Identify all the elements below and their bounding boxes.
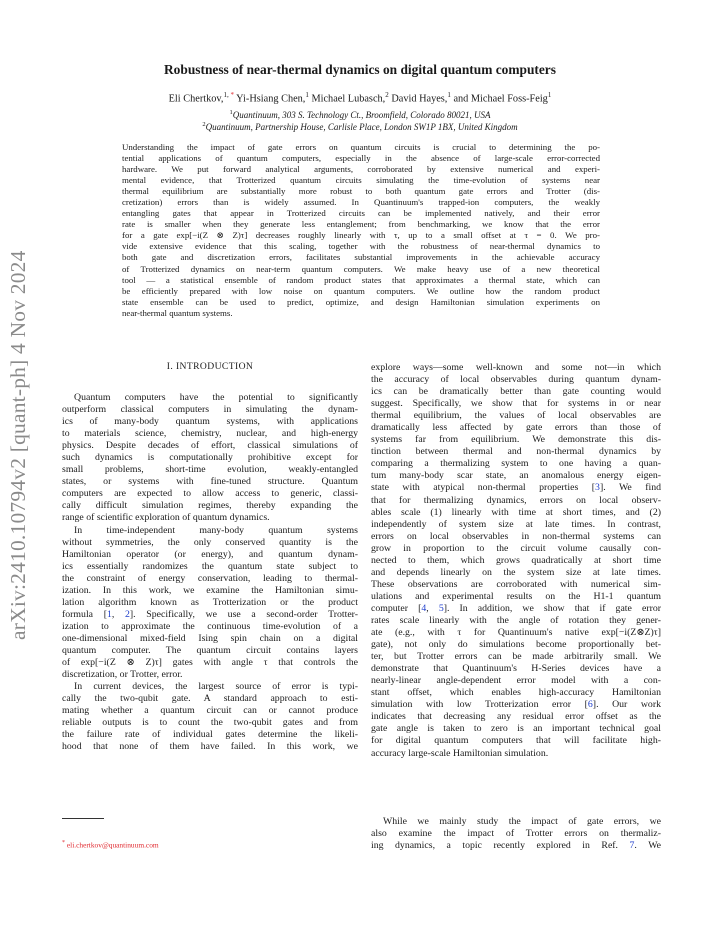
affiliation-text: Quantinuum, 303 S. Technology Ct., Broomfield, Colorado 80021, USA (232, 110, 491, 120)
section-heading-introduction: I. INTRODUCTION (166, 361, 254, 372)
corresponding-author-mark[interactable]: * (228, 91, 234, 99)
citation-link[interactable]: 5 (438, 602, 444, 614)
abstract-line: both gate and discretization errors, facilitates substantial improvements in the achievable accuracy (122, 252, 600, 263)
body-text-line: suggest. Specifically, we show that for systems in or near (371, 398, 661, 410)
author-name: Eli Chertkov, (168, 93, 224, 105)
body-text-line: ics of many-body quantum systems, with applications (62, 416, 358, 428)
body-text-line: grow in proportion to the circuit volume causally con- (371, 542, 661, 554)
body-text-line: discretization, or Trotter, error. (62, 669, 183, 681)
body-text-line: that for thermalizing dynamics, errors on local observ- (371, 494, 661, 506)
body-text-line: the constraint of energy conservation, leading to thermal- (62, 572, 358, 584)
paper-title: Robustness of near-thermal dynamics on digital quantum computers (164, 62, 556, 77)
body-text-line: ization to approximate the continuous time-evolution of a (62, 620, 358, 632)
author-name: Yi-Hsiang Chen, (236, 93, 306, 105)
footnote-email[interactable] (62, 840, 159, 849)
body-text-line: physics. Despite decades of effort, classical simulations of (62, 440, 358, 452)
body-text-line: Hamiltonian operator (or energy), and quantum dynam- (62, 548, 358, 560)
affiliation-mark: 2 (202, 121, 206, 128)
body-text-line: states, or systems with fine-tuned structure. Quantum (62, 476, 358, 488)
author-affiliation-mark: 1 (447, 91, 451, 99)
body-text-line: systems far from equilibrium. We demonstrate this dis- (371, 434, 661, 446)
body-text-line: Quantum computers have the potential to significantly (74, 392, 358, 403)
abstract-line: vide extensive evidence that this scaling, together with the robustness of near-thermal dynamics to (122, 241, 600, 252)
body-text-line: quantum computer. The quantum circuit contains layers (62, 644, 358, 656)
body-text-line: dramatically less affected by gate errors than those of (371, 422, 661, 434)
body-text-line: These observations are corroborated with numerical sim- (371, 578, 661, 590)
body-text-line: comparing a thermalizing system to one having a quan- (371, 458, 661, 470)
body-text-line: In time-independent many-body quantum systems (74, 524, 358, 536)
body-text-line: cally difficult simulation regimes, thereby expanding the (62, 500, 358, 512)
body-text-line: the accuracy of local observables during quantum dynam- (371, 374, 661, 386)
body-text-line: state with atypical non-thermal properties [3]. We find (371, 482, 661, 494)
body-text-line: computers are expected to allow access to generic, classi- (62, 488, 358, 500)
body-text-line: one-dimensional mixed-field Ising spin chain on a digital (62, 632, 358, 644)
left-column-text (62, 392, 358, 753)
body-text-line: ulations and experimental results on the H1-1 quantum (371, 590, 661, 602)
abstract-line: mental evidence, that Trotterized quantum circuits simulating the time-evolution of systems near (122, 175, 600, 186)
body-text-line: simulation with low Trotterization error [6]. Our work (371, 699, 661, 711)
body-text-line: ics can be dramatically better than gate counting would (371, 386, 661, 398)
abstract-line: state ensemble can be used to predict, optimize, and design Hamiltonian simulation experiments on (122, 296, 600, 307)
abstract-line: for a gate exp[−i(Z ⊗ Z)τ] decreases roughly linearly with τ, up to a small offset at τ = 0. We pro- (122, 230, 600, 241)
body-text-line: accuracy large-scale Hamiltonian simulation. (371, 747, 549, 759)
body-text-line: ization. In this work, we examine the Hamiltonian simu- (62, 584, 358, 596)
body-text-line: for digital quantum computers that will facilitate high- (371, 735, 661, 747)
body-text-line: nected to them, which grows quadratically at short time (371, 554, 661, 566)
body-text-line: without symmetries, the only conserved quantity is the (62, 536, 358, 548)
body-text-line: to materials science, chemistry, nuclear, and high-energy (62, 428, 358, 440)
body-text-line: While we mainly study the impact of gate errors, we (383, 816, 661, 827)
body-text-line: outperform classical computers in simulating the dynam- (62, 404, 358, 416)
body-text-line: demonstrate that Quantinuum's H-Series devices have a (371, 663, 661, 675)
body-text-line: In current devices, the largest source of error is typi- (74, 681, 358, 693)
author-affiliation-mark: 1 (547, 91, 552, 99)
body-text-line: formula [1, 2]. Specifically, we use a second-order Trotter- (62, 608, 358, 620)
body-text-line: ate (e.g., with τ for Quantinuum's native exp[−i(Z⊗Z)τ] (371, 627, 661, 639)
affiliation-1 (0, 109, 720, 120)
body-text-line: computer [4, 5]. In addition, we show that if gate error (371, 602, 661, 614)
author-name: Michael Lubasch, (311, 93, 386, 105)
email-link[interactable]: eli.chertkov@quantinuum.com (66, 840, 159, 850)
body-text-line: indicates that decreasing any residual error offset as the (371, 711, 661, 723)
body-text-line: hood that none of them have failed. In this work, we (62, 741, 358, 753)
citation-link[interactable]: 3 (595, 482, 600, 494)
body-text-line: errors on local observables in non-thermal systems can (371, 530, 661, 542)
citation-link[interactable]: 1 (106, 608, 112, 620)
abstract-line: Understanding the impact of gate errors on quantum circuits is crucial to determining the po- (122, 142, 600, 152)
right-column-text-continued (371, 816, 661, 852)
body-text-line: also examine the impact of Trotter errors on thermaliz- (371, 828, 661, 840)
right-column-text (371, 362, 661, 760)
body-text-line: cally the two-qubit gate. A standard approach to esti- (62, 693, 358, 705)
footnote-rule (62, 818, 104, 819)
citation-link[interactable]: 7 (629, 840, 635, 852)
body-text-line: lation algorithm known as Trotterization or the product (62, 596, 358, 608)
body-text-line: gate), not only do simulations become proportionally bet- (371, 639, 661, 651)
abstract-line: thermal equilibrium are substantially more robust to both quantum gate errors and Trotter (dis- (122, 186, 600, 197)
body-text-line: range of scientific exploration of quantum dynamics. (62, 512, 270, 524)
body-text-line: and depends linearly on the system size at late times. (371, 566, 661, 578)
body-text-line: rates scale linearly with the angle of rotation they gener- (371, 614, 661, 626)
author-affiliation-mark: 1 (305, 91, 309, 99)
citation-link[interactable]: 6 (587, 699, 593, 711)
abstract-line: cretization) errors than is widely assumed. In Quantinuum's trapped-ion computers, the weakly (122, 197, 600, 208)
abstract-line: be efficiently prepared with low noise on quantum computers. We outline how the random product (122, 285, 600, 296)
abstract-line: tool — a statistical ensemble of random product states that approximates a thermal state, which can (122, 274, 600, 285)
abstract-line: near-thermal quantum systems. (122, 307, 233, 318)
body-text-line: explore ways—some well-known and some not—in which (371, 362, 661, 373)
body-text-line: ing dynamics, a topic recently explored in Ref. 7. We (371, 840, 661, 852)
abstract-line: tential applications of quantum computers, especially in the absence of large-scale error-corrected (122, 153, 600, 164)
body-text-line: reliable outputs is to count the two-qubit gates and from (62, 717, 358, 729)
abstract (122, 142, 600, 319)
affiliation-2 (0, 121, 720, 132)
affiliation-text: Quantinuum, Partnership House, Carlisle Place, London SW1P 1BX, United Kingdom (205, 122, 518, 132)
body-text-line: thermal equilibrium, the values of local observables are (371, 410, 661, 422)
body-text-line: stant offset, which enables high-accuracy Hamiltonian (371, 687, 661, 699)
citation-link[interactable]: 4 (421, 602, 427, 614)
body-text-line: such dynamics is computationally prohibitive except for (62, 452, 358, 464)
body-text-line: ables scale (1) linearly with time at short times, and (2) (371, 506, 661, 518)
abstract-line: of Trotterized dynamics on near-term quantum computers. We make heavy use of a new theoretical (122, 263, 600, 274)
body-text-line: ter, but Trotter errors can be made arbitrarily small. We (371, 651, 661, 663)
body-text-line: tum many-body scar state, an anomalous energy eigen- (371, 470, 661, 482)
author-name: and Michael Foss-Feig (453, 93, 548, 105)
footnote-mark: * (62, 840, 65, 846)
body-text-line: independently of system size at late times. In contrast, (371, 518, 661, 530)
abstract-line: hardware. We put forward analytical arguments, corroborated by extensive numerical and experi- (122, 164, 600, 175)
author-name: David Hayes, (391, 93, 448, 105)
body-text-line: mating whether a quantum circuit can or cannot produce (62, 705, 358, 717)
abstract-line: entangling gates that appear in Trotterized circuits can be implemented natively, and their error (122, 208, 600, 219)
body-text-line: of exp[−i(Z ⊗ Z)τ] gates with angle τ that controls the (62, 657, 358, 669)
author-affiliation-mark: 2 (385, 91, 389, 99)
citation-link[interactable]: 2 (125, 608, 130, 620)
author-list (0, 91, 720, 104)
author-affiliation-mark: 1, * (223, 91, 234, 99)
body-text-line: ics essentially randomizes the quantum state subject to (62, 560, 358, 572)
body-text-line: tinction between thermal and non-thermal dynamics by (371, 446, 661, 458)
abstract-line: rate is smaller when they generate less entanglement; from benchmarking, we know that the error (122, 219, 600, 230)
body-text-line: nearly-linear angle-dependent error model with a con- (371, 675, 661, 687)
affiliation-mark: 1 (229, 109, 233, 116)
body-text-line: small problems, short-time evolution, weakly-entangled (62, 464, 358, 476)
body-text-line: the failure rate of individual gates determine the likeli- (62, 729, 358, 741)
body-text-line: gate angle is taken to zero is an important technical goal (371, 723, 661, 735)
arxiv-identifier-stamp: arXiv:2410.10794v2 [quant-ph] 4 Nov 2024 (6, 250, 30, 640)
